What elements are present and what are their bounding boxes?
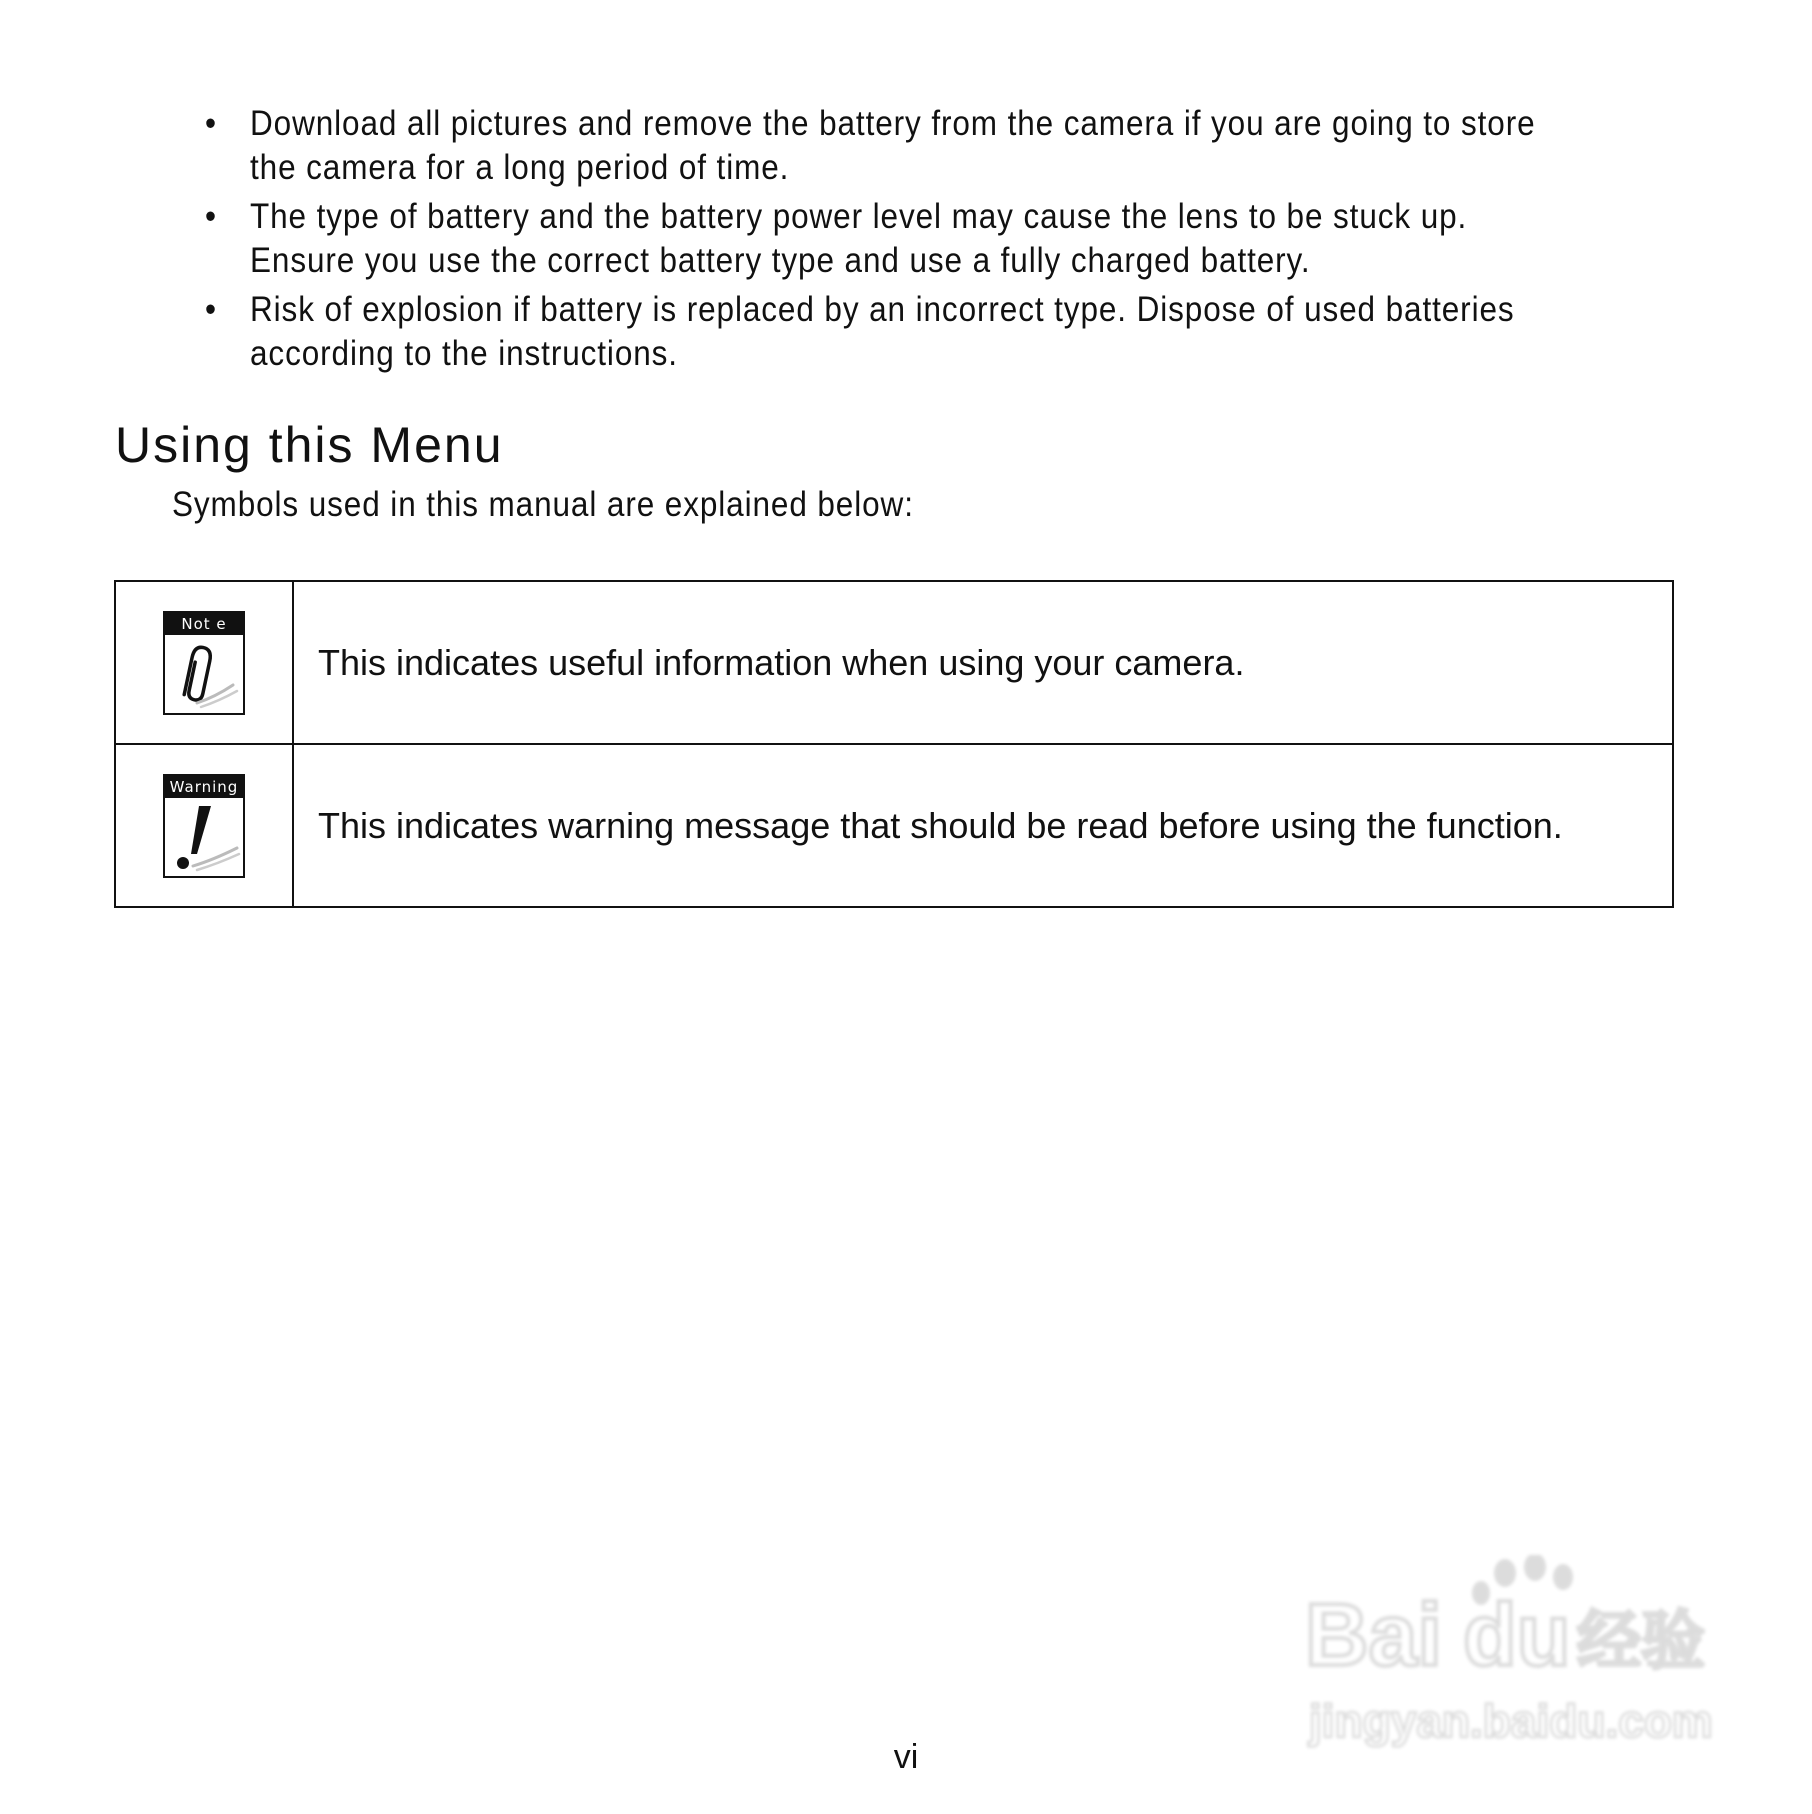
section-intro: Symbols used in this manual are explained below: (172, 485, 914, 524)
list-item (205, 195, 1573, 283)
baidu-watermark-logo (1295, 1555, 1735, 1755)
section-title: Using this Menu (115, 417, 504, 473)
bullet-symbol: • (205, 104, 217, 143)
bullet-text: Download all pictures and remove the battery from the camera if you are going to store the camera for a long period of time. (250, 104, 1536, 187)
list-item (205, 102, 1573, 190)
warning-symbol (163, 774, 245, 878)
svg-text:du: du (1463, 1585, 1571, 1684)
symbol-icon-cell (115, 744, 293, 907)
bullet-list (205, 102, 1573, 381)
warning-label: Warning (165, 776, 243, 798)
symbol-description: This indicates warning message that should be read before using the function. (293, 744, 1673, 907)
symbol-description: This indicates useful information when using your camera. (293, 581, 1673, 744)
table-row (115, 581, 1673, 744)
bullet-text: The type of battery and the battery power level may cause the lens to be stuck up. Ensure you use the correct battery type and use a fully charged battery. (250, 197, 1468, 280)
paperclip-icon (167, 637, 241, 709)
svg-text:jingyan.baidu.com: jingyan.baidu.com (1309, 1695, 1713, 1747)
bullet-symbol: • (205, 197, 217, 236)
bullet-text: Risk of explosion if battery is replaced by an incorrect type. Dispose of used batteries according to the instructions. (250, 290, 1515, 373)
exclamation-icon (167, 800, 241, 872)
note-label: Not e (165, 613, 243, 635)
symbols-table (114, 580, 1674, 908)
list-item (205, 288, 1573, 376)
table-row (115, 744, 1673, 907)
bullet-symbol: • (205, 290, 217, 329)
svg-text:经验: 经验 (1577, 1605, 1705, 1679)
symbol-icon-cell (115, 581, 293, 744)
note-symbol (163, 611, 245, 715)
page-number: vi (893, 1738, 919, 1776)
svg-text:Bai: Bai (1305, 1585, 1442, 1684)
